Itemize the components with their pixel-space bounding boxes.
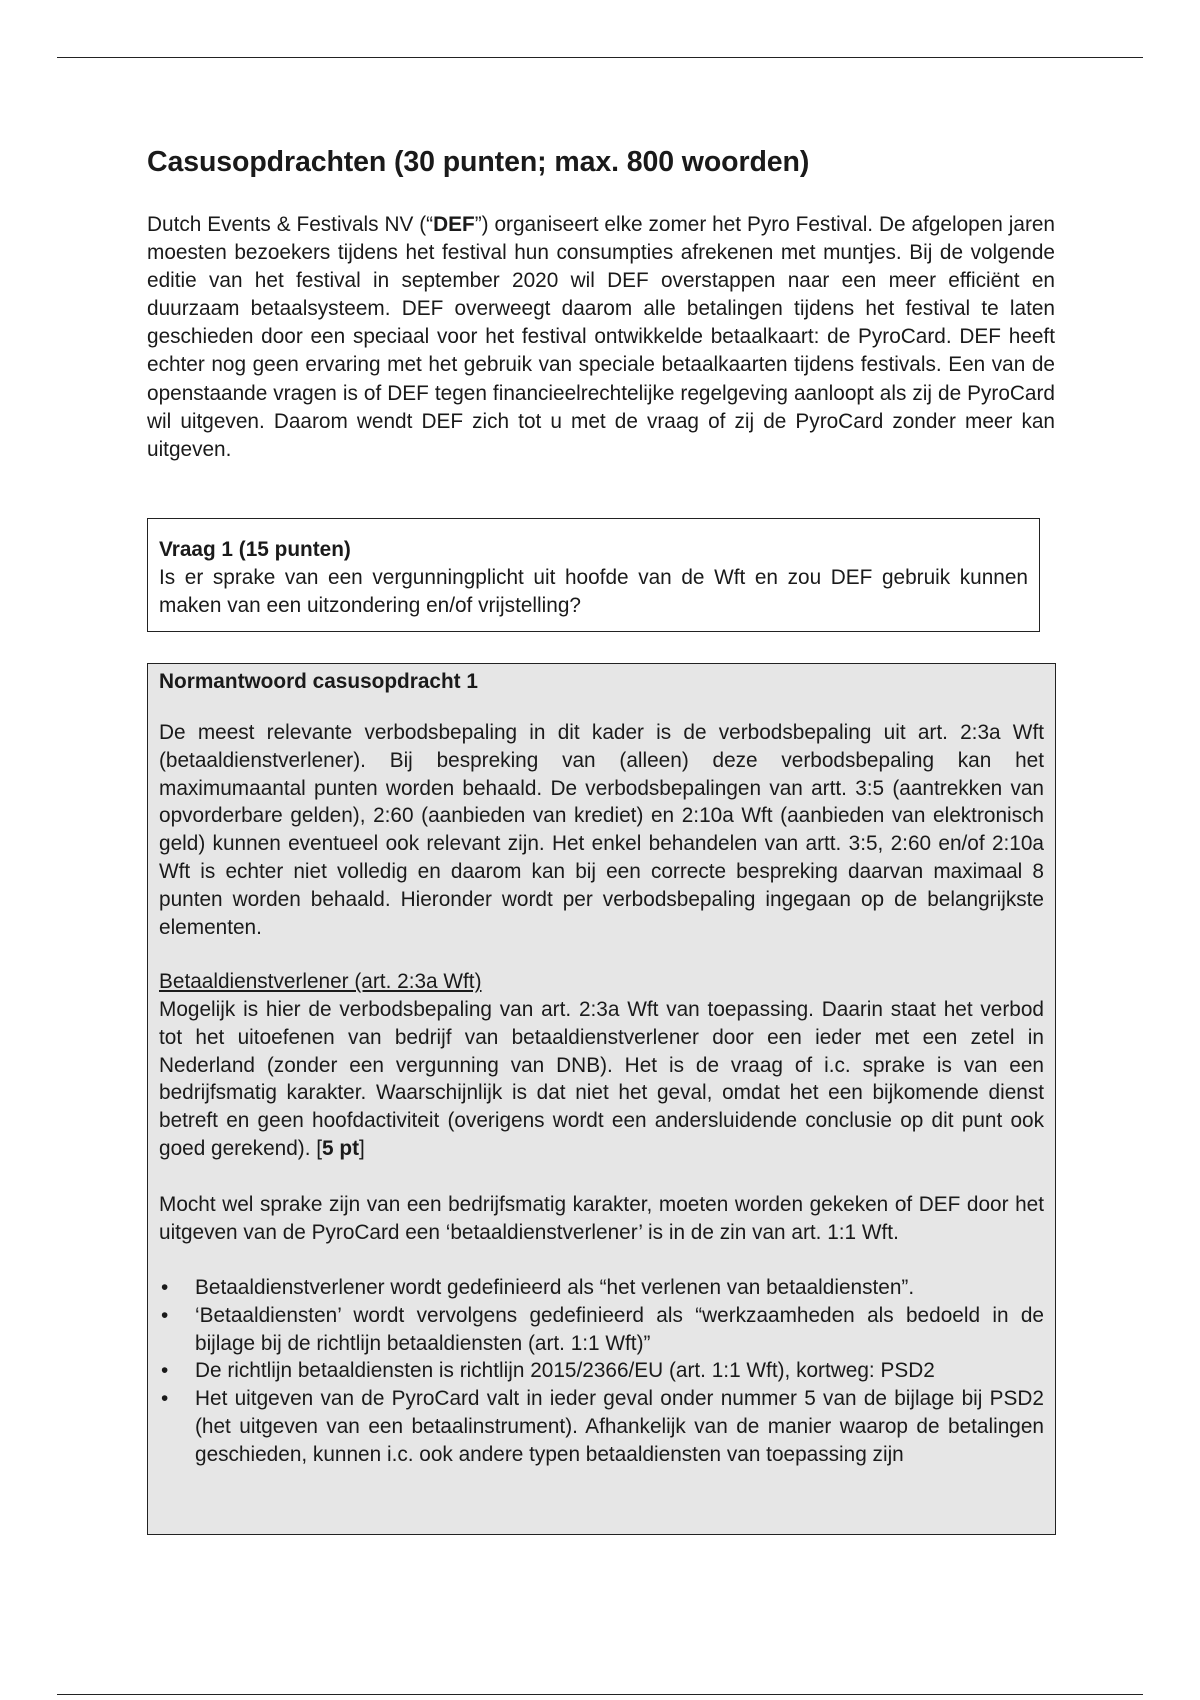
intro-text-rest: ”) organiseert elke zomer het Pyro Festival. De afgelopen jaren moesten bezoekers tijdens het festival hun consumpties afrekenen met muntjes. Bij de volgende editie van het festival in september 2020 wil DEF overstappen naar een meer efficiënt en duurzaam betaalsysteem. DEF overweegt daarom alle betalingen tijdens het festival te laten geschieden door een speciaal voor het festival ontwikkelde betaalkaart: de PyroCard. DEF heeft echter nog geen ervaring met het gebruik van speciale betaalkaarten tijdens festivals. Een van de openstaande vragen is of DEF tegen financieelrechtelijke regelgeving aanloopt als zij de PyroCard wil uitgeven. Daarom wendt DEF zich tot u met de vraag of zij de PyroCard zonder meer kan uitgeven. [147, 213, 1055, 461]
case-introduction [147, 211, 1055, 464]
list-item-text: Betaaldienstverlener wordt gedefinieerd als “het verlenen van betaaldiensten”. [195, 1276, 915, 1299]
list-item [159, 1302, 1044, 1358]
list-item [159, 1357, 1044, 1385]
points-bracket-close: ] [359, 1136, 365, 1160]
page-title: Casusopdrachten (30 punten; max. 800 woorden) [147, 146, 810, 178]
answer-paragraph-2 [159, 996, 1044, 1163]
question-title: Vraag 1 (15 punten) [159, 538, 351, 561]
intro-text-start: Dutch Events & Festivals NV (“ [147, 213, 434, 236]
bullet-icon: • [161, 1359, 169, 1383]
answer-paragraph-1: De meest relevante verbodsbepaling in dit kader is de verbodsbepaling uit art. 2:3a Wft (betaaldienstverlener). Bij bespreking van (alleen) deze verbodsbepaling kan het maximumaantal punten worden behaald. De verbodsbepalingen van artt. 3:5 (aantrekken van opvorderbare gelden), 2:60 (aanbieden van krediet) en 2:10a Wft (aanbieden van elektronisch geld) kunnen eventueel ook relevant zijn. Het enkel behandelen van artt. 3:5, 2:60 en/of 2:10a Wft is echter niet volledig en daarom kan bij een correcte bespreking daarvan maximaal 8 punten worden behaald. Hieronder wordt per verbodsbepaling ingegaan op de belangrijkste elementen. [159, 721, 1044, 939]
list-item [159, 1274, 1044, 1302]
list-item-text: Het uitgeven van de PyroCard valt in ieder geval onder nummer 5 van de bijlage bij PSD2 (het uitgeven van een betaalinstrument). Afhankelijk van de manier waarop de betalingen geschieden, kunnen i.c. ook andere typen betaaldiensten van toepassing zijn [195, 1387, 1044, 1466]
bullet-icon: • [161, 1276, 169, 1299]
answer-bullet-list [159, 1274, 1044, 1469]
model-answer-title: Normantwoord casusopdracht 1 [159, 670, 478, 693]
question-text: Is er sprake van een vergunningplicht uit hoofde van de Wft en zou DEF gebruik kunnen maken van een uitzondering en/of vrijstelling? [159, 566, 1028, 618]
answer-subheading: Betaaldienstverlener (art. 2:3a Wft) [159, 970, 482, 993]
list-item-text: De richtlijn betaaldiensten is richtlijn 2015/2366/EU (art. 1:1 Wft), kortweg: PSD2 [195, 1359, 935, 1383]
bullet-icon: • [161, 1387, 169, 1411]
list-item [159, 1385, 1044, 1468]
answer-paragraph-2-text: Mogelijk is hier de verbodsbepaling van art. 2:3a Wft van toepassing. Daarin staat het verbod tot het uitoefenen van bedrijf van betaaldienstverlener door een ieder met een zetel in Nederland (zonder een vergunning van DNB). Het is de vraag of i.c. sprake is van een bedrijfsmatig karakter. Waarschijnlijk is dat niet het geval, omdat het een bijkomende dienst betreft en geen hoofdactiviteit (overigens wordt een andersluidende conclusie op dit punt ook goed gerekend). [ [159, 998, 1044, 1160]
header-rule [57, 57, 1143, 58]
question-box [147, 518, 1040, 632]
model-answer-box [147, 663, 1056, 1535]
answer-paragraph-3: Mocht wel sprake zijn van een bedrijfsmatig karakter, moeten worden gekeken of DEF door het uitgeven van de PyroCard een ‘betaaldienstverlener’ is in de zin van art. 1:1 Wft. [159, 1193, 1044, 1244]
footer-rule [57, 1694, 1143, 1695]
list-item-text: ‘Betaaldiensten’ wordt vervolgens gedefinieerd als “werkzaamheden als bedoeld in de bijlage bij de richtlijn betaaldiensten (art. 1:1 Wft)” [195, 1303, 1044, 1355]
bullet-icon: • [161, 1303, 169, 1327]
points-label: 5 pt [322, 1136, 360, 1160]
intro-company-abbreviation: DEF [433, 213, 475, 236]
